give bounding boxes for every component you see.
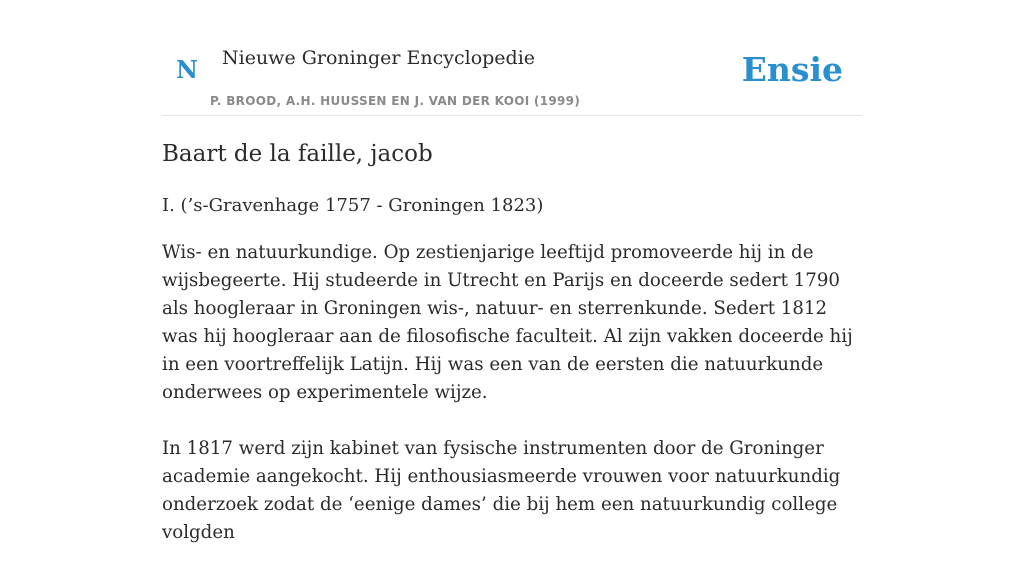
entry-body bbox=[162, 239, 862, 575]
source-header bbox=[162, 0, 862, 116]
body-paragraph: In 1817 werd zijn kabinet van fysische instrumenten door de Groninger academie aangekocht. Hij enthousiasmeerde vrouwen voor natuurkundig onderzoek zodat de ‘eenige dames’ die bij hem een natuurkundig college volgden bbox=[162, 438, 841, 543]
entry-card bbox=[162, 0, 862, 543]
entry-title: Baart de la faille, jacob bbox=[162, 141, 433, 167]
source-title-link[interactable]: Nieuwe Groninger Encyclopedie bbox=[222, 47, 536, 69]
source-authors: P. BROOD, A.H. HUUSSEN EN J. VAN DER KOOI (1999) bbox=[210, 94, 581, 108]
brand-logo[interactable]: Ensie bbox=[741, 50, 843, 89]
source-logo[interactable]: N bbox=[176, 55, 198, 84]
entry-subtitle: I. (’s-Gravenhage 1757 - Groningen 1823) bbox=[162, 195, 544, 216]
body-paragraph: Wis- en natuurkundige. Op zestienjarige leeftijd promoveerde hij in de wijsbegeerte. Hij studeerde in Utrecht en Parijs en doceerde sedert 1790 als hoogleraar in Groningen wis-, natuur- en sterrenkunde. Sedert 1812 was hij hoogleraar aan de filosofische faculteit. Al zijn vakken doceerde hij in een voortreffelijk Latijn. Hij was een van de eersten die natuurkunde onderwees op experimentele wijze. bbox=[162, 242, 853, 403]
